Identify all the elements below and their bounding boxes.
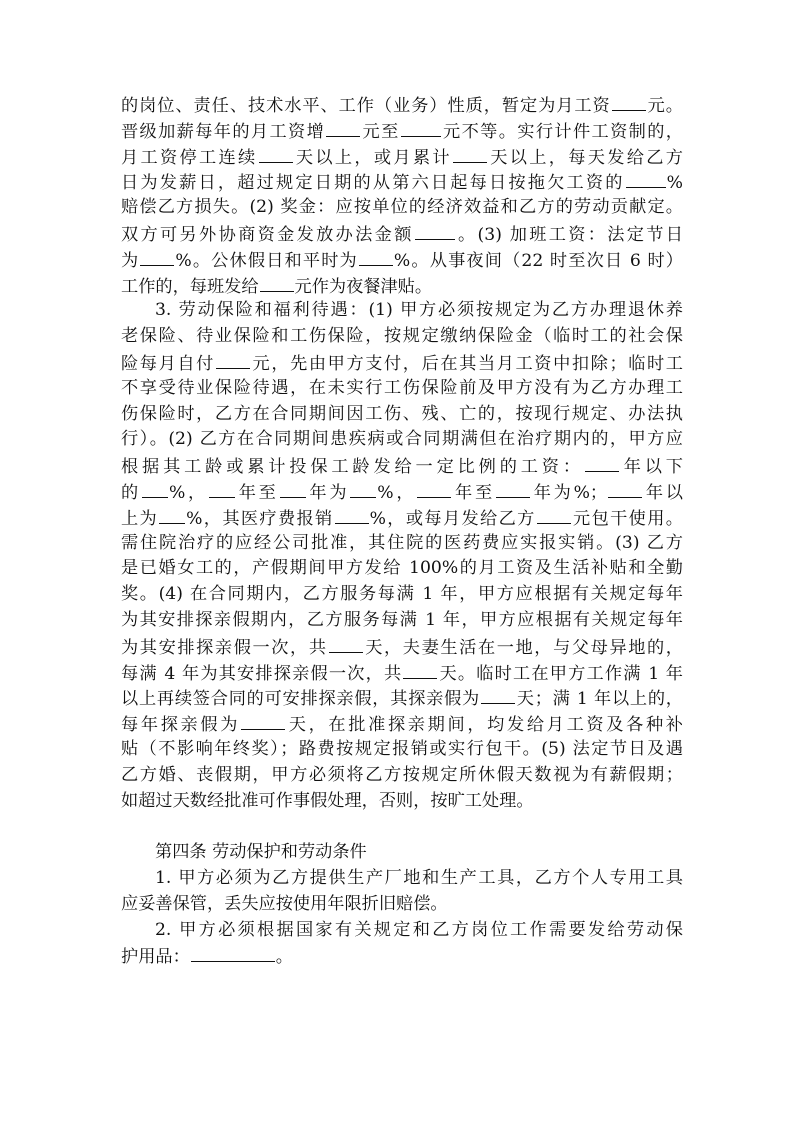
- fill-in-blank: [403, 660, 437, 679]
- wage-para-line: [121, 169, 683, 195]
- insurance-para-line: [121, 505, 683, 531]
- insurance-para-line: [121, 453, 683, 479]
- text-segment: %。公休假日和平时为: [175, 250, 358, 271]
- fill-in-blank: [241, 711, 285, 730]
- text-segment: 天以上，每天发给乙方: [487, 147, 683, 168]
- text-segment: 护用品：: [121, 947, 190, 968]
- text-segment: 元。: [646, 96, 683, 116]
- insurance-para-line: [121, 711, 683, 737]
- text-segment: 赔偿乙方损失。(2) 奖金：应按单位的经济效益和乙方的劳动贡献定。: [121, 197, 683, 218]
- insurance-para-line: [121, 634, 683, 660]
- text-segment: 伤保险时，乙方在合同期间因工伤、残、亡的，按现行规定、办法执: [121, 403, 683, 424]
- insurance-para-line: [121, 660, 683, 686]
- text-segment: 贴（不影响年终奖）；路费按规定报销或实行包干。(5) 法定节日及遇: [121, 738, 683, 759]
- text-segment: 天。临时工在甲方工作满 1 年: [438, 663, 683, 684]
- insurance-para-line: [121, 350, 683, 376]
- text-segment: 为: [121, 250, 140, 271]
- text-segment: 天，在批准探亲期间，均发给月工资及各种补: [286, 715, 683, 736]
- text-segment: 老保险、待业保险和工伤保险，按规定缴纳保险金（临时工的社会保: [121, 326, 683, 347]
- text-segment: 每年探亲假为: [121, 715, 241, 736]
- fill-in-blank: [326, 118, 360, 137]
- text-segment: 。(3) 加班工资：法定节日: [455, 224, 683, 245]
- text-segment: 天，夫妻生活在一地，与父母异地的，: [363, 637, 683, 658]
- text-segment: 年至: [235, 482, 279, 503]
- fill-in-blank: [329, 634, 363, 653]
- text-segment: 双方可另外协商资金发放办法金额: [121, 224, 414, 245]
- fill-in-blank: [159, 505, 185, 524]
- insurance-para-line: [121, 479, 683, 505]
- text-segment: 第四条 劳动保护和劳动条件: [155, 842, 367, 863]
- insurance-para-line: [121, 763, 683, 789]
- wage-para-line: [121, 92, 683, 118]
- wage-para-line: [121, 221, 683, 247]
- fill-in-blank: [481, 685, 515, 704]
- paragraph-gap: [121, 814, 683, 840]
- insurance-para-line: [121, 685, 683, 711]
- text-segment: %，: [168, 482, 208, 503]
- text-segment: 晋级加薪每年的月工资增: [121, 121, 326, 142]
- fill-in-blank: [216, 350, 250, 369]
- text-segment: %: [666, 173, 683, 194]
- fill-in-blank: [585, 453, 619, 472]
- text-segment: 1. 甲方必须为乙方提供生产厂地和生产工具，乙方个人专用工具: [155, 867, 683, 888]
- text-segment: 工作的，每班发给: [121, 276, 259, 297]
- text-segment: 的岗位、责任、技术水平、工作（业务）性质，暂定为月工资: [121, 96, 611, 116]
- text-segment: 年为%；: [530, 482, 608, 503]
- text-segment: 乙方婚、丧假期，甲方必须将乙方按规定所休假天数视为有薪假期；: [121, 764, 683, 785]
- insurance-para-line: [121, 608, 683, 634]
- wage-para-line: [121, 144, 683, 170]
- text-segment: 为其安排探亲假期内，乙方服务每满 1 年，甲方应根据有关规定每年: [121, 609, 683, 630]
- fill-in-blank: [537, 505, 571, 524]
- text-segment: 。: [275, 947, 293, 968]
- fill-in-blank: [259, 144, 293, 163]
- fill-in-blank: [350, 479, 376, 498]
- text-segment: 行）。(2) 乙方在合同期间患疾病或合同期满但在治疗期内的，甲方应: [121, 429, 683, 450]
- fill-in-blank: [401, 118, 441, 137]
- text-segment: 年为: [306, 482, 350, 503]
- fill-in-blank: [453, 144, 487, 163]
- text-segment: 日为发薪日，超过规定日期的从第六日起每日按拖欠工资的: [121, 173, 625, 194]
- text-segment: 元包干使用。: [571, 508, 683, 529]
- fill-in-blank: [191, 943, 275, 962]
- text-segment: %。从事夜间（22 时至次日 6 时）: [393, 250, 683, 271]
- text-segment: %，其医疗费报销: [186, 508, 334, 529]
- text-segment: 以上再续签合同的可安排探亲假，其探亲假为: [121, 689, 480, 710]
- text-segment: 不享受待业保险待遇，在未实行工伤保险前及甲方没有为乙方办理工: [121, 377, 683, 398]
- text-segment: 3. 劳动保险和福利待遇：(1) 甲方必须按规定为乙方办理退休养: [155, 300, 683, 321]
- insurance-para-line: [121, 376, 683, 402]
- insurance-para-line: [121, 582, 683, 608]
- text-segment: 奖。(4) 在合同期内，乙方服务每满 1 年，甲方应根据有关规定每年: [121, 584, 683, 605]
- text-segment: 元作为夜餐津贴。: [294, 276, 433, 297]
- fill-in-blank: [142, 479, 168, 498]
- text-segment: %，或每月发给乙方: [369, 508, 536, 529]
- text-segment: %，: [377, 482, 417, 503]
- insurance-para-line: [121, 324, 683, 350]
- fill-in-blank: [415, 221, 455, 240]
- fill-in-blank: [359, 247, 393, 266]
- text-segment: 2. 甲方必须根据国家有关规定和乙方岗位工作需要发给劳动保: [155, 919, 683, 940]
- article4-item2-line: [121, 918, 683, 944]
- text-segment: 月工资停工连续: [121, 147, 258, 168]
- insurance-para-line: [121, 737, 683, 763]
- fill-in-blank: [260, 273, 294, 292]
- wage-para-line: [121, 273, 683, 299]
- insurance-para-line: [121, 298, 683, 324]
- text-segment: 需住院治疗的应经公司批准，其住院的医药费应实报实销。(3) 乙方: [121, 532, 683, 553]
- wage-para-line: [121, 118, 683, 144]
- insurance-para-line: [121, 427, 683, 453]
- text-segment: 险每月自付: [121, 353, 215, 374]
- fill-in-blank: [209, 479, 235, 498]
- text-segment: 上为: [121, 508, 159, 529]
- insurance-para-line: [121, 556, 683, 582]
- insurance-para-line: [121, 402, 683, 428]
- text-segment: 年至: [452, 482, 495, 503]
- text-segment: 如超过天数经批准可作事假处理，否则，按旷工处理。: [121, 790, 534, 811]
- text-segment: 元，先由甲方支付，后在其当月工资中扣除；临时工: [250, 353, 683, 374]
- text-segment: 应妥善保管，丢失应按使用年限折旧赔偿。: [121, 893, 448, 914]
- fill-in-blank: [335, 505, 369, 524]
- text-segment: 是已婚女工的，产假期间甲方发给 100%的月工资及生活补贴和全勤: [121, 558, 683, 579]
- text-segment: 年以下: [619, 457, 683, 478]
- article4-item2-line: [121, 943, 683, 969]
- fill-in-blank: [417, 479, 451, 498]
- document-page: [121, 92, 683, 969]
- text-segment: 根据其工龄或累计投保工龄发给一定比例的工资：: [121, 457, 584, 478]
- insurance-para-line: [121, 531, 683, 557]
- wage-para-line: [121, 195, 683, 221]
- text-segment: 元至: [361, 121, 400, 142]
- article4-title-line: [121, 840, 683, 866]
- fill-in-blank: [280, 479, 306, 498]
- wage-para-line: [121, 247, 683, 273]
- fill-in-blank: [496, 479, 530, 498]
- text-segment: 每满 4 年为其安排探亲假一次，共: [121, 663, 403, 684]
- fill-in-blank: [140, 247, 174, 266]
- text-segment: 天以上，或月累计: [293, 147, 452, 168]
- article4-item1-line: [121, 892, 683, 918]
- text-segment: 元不等。实行计件工资制的，: [441, 121, 683, 142]
- fill-in-blank: [612, 92, 646, 111]
- insurance-para-line: [121, 789, 683, 815]
- fill-in-blank: [608, 479, 642, 498]
- text-segment: 的: [121, 482, 141, 503]
- fill-in-blank: [626, 169, 666, 188]
- text-segment: 为其安排探亲假一次，共: [121, 637, 328, 658]
- text-segment: 年以: [643, 482, 683, 503]
- article4-item1-line: [121, 866, 683, 892]
- text-segment: 天；满 1 年以上的，: [516, 689, 683, 710]
